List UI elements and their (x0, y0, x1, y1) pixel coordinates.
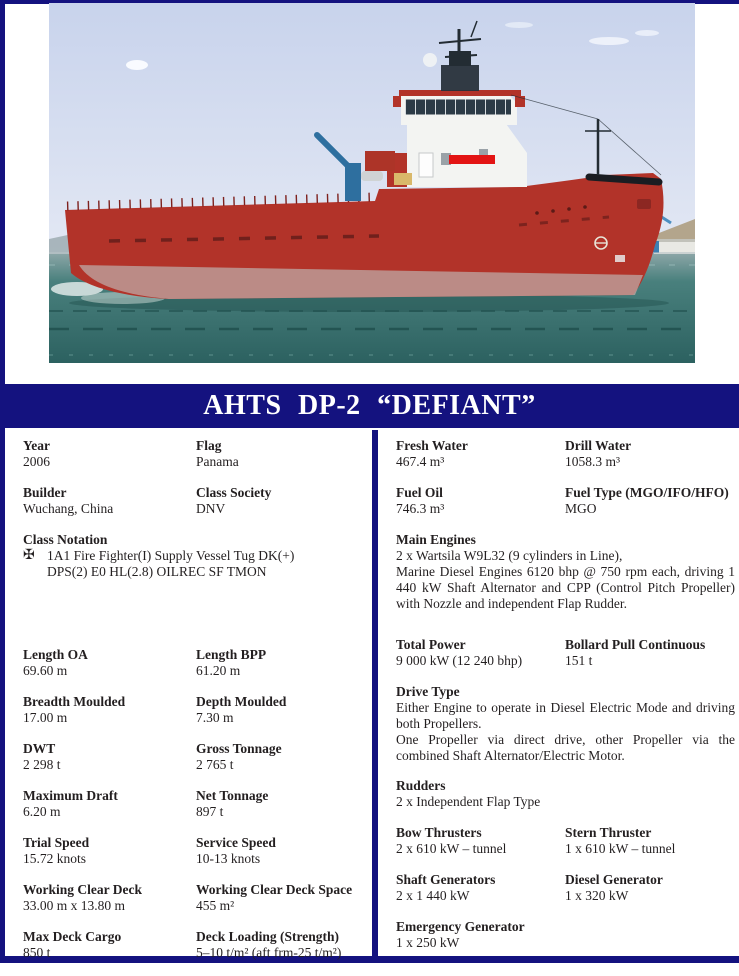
drive-type-block: Drive Type Either Engine to operate in Diesel Electric Mode and driving both Propellers. One Propeller via direct drive, other Propeller via the combined Shaft Alternator/Electric Motor. (396, 684, 735, 763)
rudders-block: Rudders 2 x Independent Flap Type (396, 778, 541, 809)
spec-label: Year (23, 438, 50, 453)
spec-field-fuel-oil: Fuel Oil 746.3 m³ (396, 485, 445, 516)
right-spec-panel (396, 438, 735, 966)
spec-field-class-society (196, 485, 363, 517)
main-engines-block: Main Engines 2 x Wartsila W9L32 (9 cylinders in Line), Marine Diesel Engines 6120 bhp @ 750 rpm each, driving 1 440 kW Shaft Alternator and CPP (Control Pitch Propeller) with Nozzle and independent Flap Rudder. (396, 532, 735, 611)
spec-row-year-flag (23, 438, 363, 470)
page-border-left (0, 0, 5, 963)
main-engines-line1: 2 x Wartsila W9L32 (9 cylinders in Line), (396, 548, 623, 563)
spec-row-builder-class (23, 485, 363, 517)
drive-type-paragraph-2: One Propeller via direct drive, other Propeller via the combined Shaft Alternator/Electric Motor. (396, 732, 735, 763)
spec-row-fuel (396, 485, 735, 517)
spec-row-power (396, 637, 735, 669)
emergency-generator-block: Emergency Generator 1 x 250 kW (396, 919, 525, 950)
page-title: AHTS DP-2 “DEFIANT” (203, 390, 536, 421)
superstructure (387, 90, 527, 187)
spec-row-draft-net (23, 788, 363, 820)
spec-row-water (396, 438, 735, 470)
spec-row-length (23, 647, 363, 679)
drive-type-paragraph-1: Either Engine to operate in Diesel Electric Mode and driving both Propellers. (396, 700, 735, 731)
spec-field-fuel-type: Fuel Type (MGO/IFO/HFO) MGO (565, 485, 729, 516)
spec-field-flag (196, 438, 363, 470)
anchor-recess (637, 199, 651, 209)
spec-field-net-tonnage: Net Tonnage 897 t (196, 788, 269, 819)
spec-field-depth: Depth Moulded 7.30 m (196, 694, 287, 725)
spec-field-working-clear-deck: Working Clear Deck 33.00 m x 13.80 m (23, 882, 142, 913)
spec-field-dwt: DWT 2 298 t (23, 741, 61, 772)
class-notation-block (23, 532, 363, 580)
spec-field-gross-tonnage: Gross Tonnage 2 765 t (196, 741, 282, 772)
radar-dome (423, 53, 437, 67)
spec-field-max-deck-cargo: Max Deck Cargo 850 t (23, 929, 122, 960)
censored-name-plate (449, 155, 495, 164)
spec-field-bow-thrusters: Bow Thrusters 2 x 610 kW – tunnel (396, 825, 507, 856)
main-engines-paragraph: Marine Diesel Engines 6120 bhp @ 750 rpm each, driving 1 440 kW Shaft Alternator and CPP (Control Pitch Propeller) with Nozzle and independent Flap Rudder. (396, 564, 735, 611)
bow-bulwark-cap (589, 177, 659, 182)
spec-row-generators (396, 872, 735, 904)
title-bar (0, 384, 739, 428)
spec-field-shaft-generators: Shaft Generators 2 x 1 440 kW (396, 872, 496, 903)
vessel-photo (49, 3, 695, 363)
spec-row-deck-cargo (23, 929, 363, 961)
spec-value: Wuchang, China (23, 501, 114, 516)
spec-field-year (23, 438, 196, 470)
spec-field-length-oa: Length OA 69.60 m (23, 647, 88, 678)
spec-field-length-bpp: Length BPP 61.20 m (196, 647, 267, 678)
spec-label: Flag (196, 438, 222, 453)
spec-row-dwt-gross (23, 741, 363, 773)
maltese-cross-icon: ✠ (23, 548, 35, 563)
spec-field-total-power: Total Power 9 000 kW (12 240 bhp) (396, 637, 523, 668)
spec-field-max-draft: Maximum Draft 6.20 m (23, 788, 118, 819)
spec-value: DNV (196, 501, 226, 516)
spec-field-bollard-pull: Bollard Pull Continuous 151 t (565, 637, 706, 668)
spec-value: Panama (196, 454, 239, 469)
spec-row-breadth-depth (23, 694, 363, 726)
column-divider (372, 430, 378, 956)
spec-row-speeds (23, 835, 363, 867)
class-notation-text: 1A1 Fire Fighter(I) Supply Vessel Tug DK(+) DPS(2) E0 HL(2.8) OILREC SF TMON (47, 548, 295, 579)
spec-label: Builder (23, 485, 67, 500)
spec-row-clear-deck (23, 882, 363, 914)
spec-label: Class Society (196, 485, 272, 500)
spec-field-fresh-water: Fresh Water 467.4 m³ (396, 438, 468, 469)
spec-field-service-speed: Service Speed 10-13 knots (196, 835, 276, 866)
spec-field-builder (23, 485, 196, 517)
deck-cargo-crates (394, 173, 412, 185)
left-spec-panel (23, 438, 363, 976)
spec-field-diesel-generator: Diesel Generator 1 x 320 kW (565, 872, 663, 903)
draft-marks (615, 255, 625, 262)
spec-field-deck-loading: Deck Loading (Strength) 5–10 t/m² (aft frm-25 t/m²) (196, 929, 342, 960)
spec-label: Class Notation (23, 532, 108, 547)
spec-row-thrusters (396, 825, 735, 857)
spec-field-stern-thruster: Stern Thruster 1 x 610 kW – tunnel (565, 825, 676, 856)
spec-field-trial-speed: Trial Speed 15.72 knots (23, 835, 90, 866)
spec-value: 2006 (23, 454, 50, 469)
spec-field-clear-deck-space: Working Clear Deck Space 455 m² (196, 882, 353, 913)
spec-field-breadth: Breadth Moulded 17.00 m (23, 694, 126, 725)
spec-field-drill-water: Drill Water 1058.3 m³ (565, 438, 632, 469)
